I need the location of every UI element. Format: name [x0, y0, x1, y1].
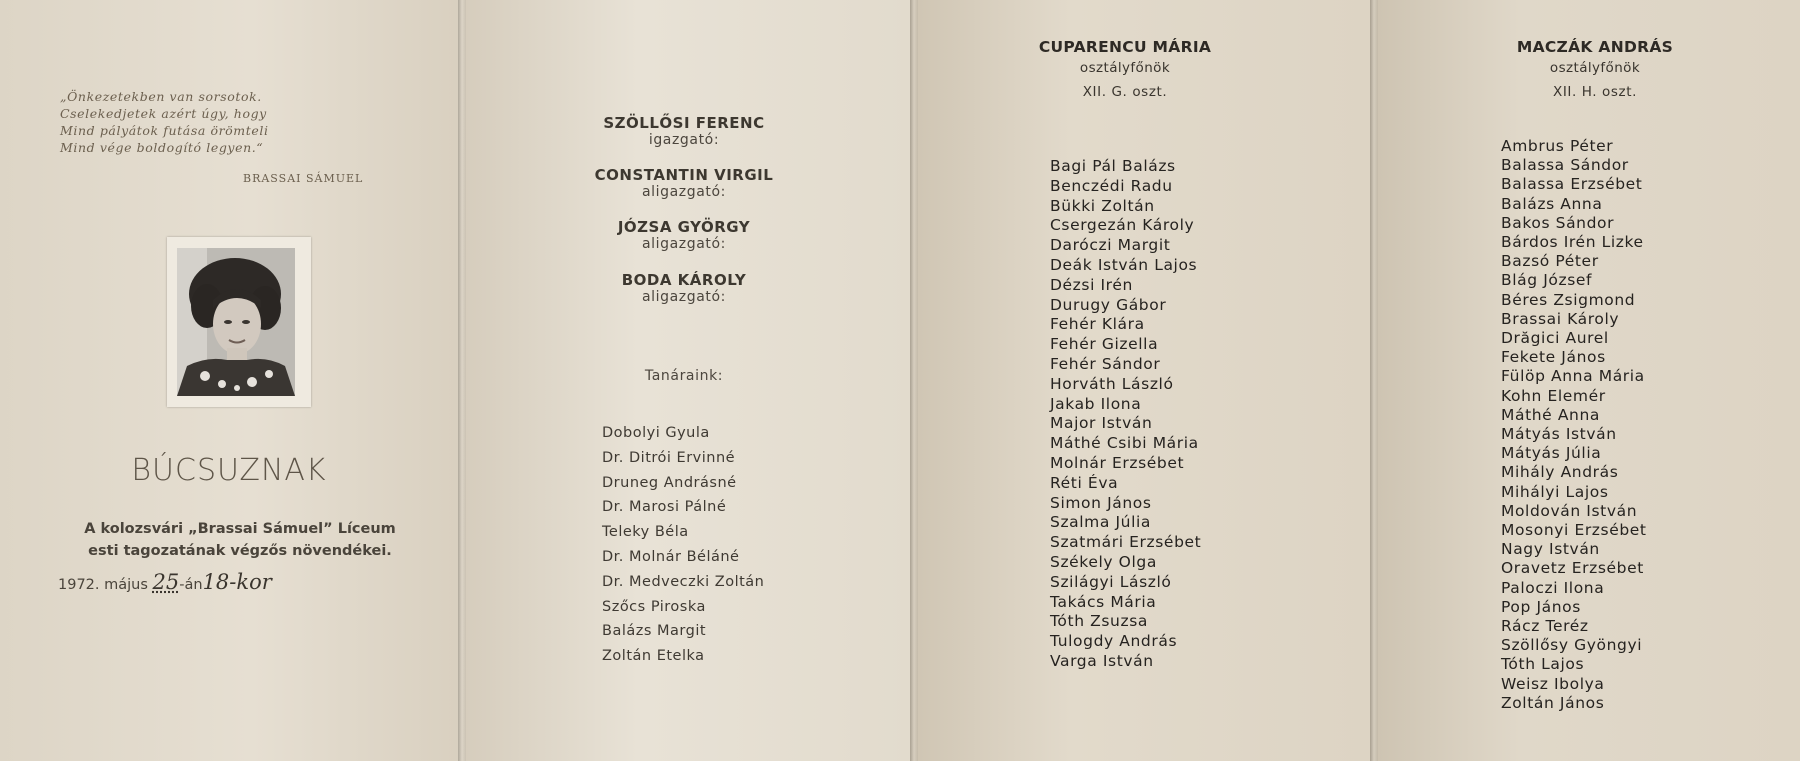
staff-role: aligazgató: — [641, 289, 726, 305]
class-header — [1490, 38, 1700, 100]
list-item: Drăgici Aurel — [1501, 329, 1609, 348]
list-item: Szalma Júlia — [1050, 513, 1152, 532]
list-item: Bazsó Péter — [1501, 252, 1599, 271]
list-item: Székely Olga — [1050, 552, 1157, 571]
list-item: Dr. Molnár Béláné — [602, 548, 740, 565]
form-teacher-role: osztályfőnök — [1549, 60, 1641, 76]
list-item: Fehér Sándor — [1050, 354, 1161, 373]
staff-name: CONSTANTIN VIRGIL — [594, 166, 774, 184]
event-line: esti tagozatának végzős növendékei. — [88, 543, 392, 559]
list-item: Simon János — [1050, 493, 1152, 512]
portrait-photo — [177, 248, 295, 396]
list-item: Mosonyi Erzsébet — [1501, 521, 1647, 540]
list-item: Blág József — [1501, 271, 1593, 290]
list-item: Balassa Sándor — [1501, 156, 1629, 175]
staff-entry — [458, 271, 910, 305]
list-item: Balassa Erzsébet — [1501, 175, 1643, 194]
list-item: Fehér Gizella — [1050, 335, 1159, 354]
list-item: Durugy Gábor — [1050, 295, 1167, 314]
staff-role: aligazgató: — [641, 236, 726, 252]
list-item: Rácz Teréz — [1501, 617, 1589, 636]
list-item: Molnár Erzsébet — [1050, 453, 1185, 472]
list-item: Brassai Károly — [1501, 309, 1620, 328]
quote-line: Cselekedjetek azért úgy, hogy — [60, 106, 267, 121]
staff-name: BODA KÁROLY — [621, 271, 747, 289]
portrait-photo-frame — [167, 237, 311, 407]
list-item: Jakab Ilona — [1050, 394, 1142, 413]
list-item: Fehér Klára — [1050, 315, 1145, 334]
staff-name: SZÖLLŐSI FERENC — [603, 114, 765, 132]
list-item: Béres Zsigmond — [1501, 290, 1636, 309]
list-item: Zoltán János — [1501, 693, 1605, 712]
list-item: Dr. Marosi Pálné — [602, 499, 727, 516]
list-item: Moldován István — [1501, 501, 1638, 520]
staff-panel — [458, 0, 910, 761]
list-item: Csergezán Károly — [1050, 216, 1195, 235]
list-item: Takács Mária — [1050, 592, 1157, 611]
fold-crease — [1370, 0, 1378, 761]
staff-entry — [458, 166, 910, 200]
list-item: Szilágyi László — [1050, 572, 1172, 591]
students-list — [1501, 137, 1647, 713]
list-item: Mihályi Lajos — [1501, 482, 1609, 501]
list-item: Ambrus Péter — [1501, 137, 1614, 155]
fold-crease — [910, 0, 918, 761]
list-item: Bagi Pál Balázs — [1050, 157, 1176, 175]
event-date — [58, 570, 272, 594]
class-h-panel — [1370, 0, 1800, 761]
list-item: Bakos Sándor — [1501, 213, 1615, 232]
date-time-handwritten: 18-kor — [202, 570, 272, 594]
teachers-title: Tanáraink: — [644, 368, 724, 384]
list-item: Oravetz Erzsébet — [1501, 559, 1644, 578]
quote-line: Mind vége boldogító legyen.“ — [60, 140, 264, 155]
list-item: Fekete János — [1501, 348, 1606, 367]
class-header — [1010, 38, 1240, 100]
list-item: Varga István — [1050, 651, 1154, 670]
list-item: Szőcs Piroska — [602, 598, 706, 615]
cover-panel — [0, 0, 458, 761]
event-line: A kolozsvári „Brassai Sámuel” Líceum — [84, 521, 396, 537]
list-item: Szatmári Erzsébet — [1050, 533, 1202, 552]
list-item: Mátyás Júlia — [1501, 444, 1602, 463]
class-g-panel — [910, 0, 1370, 761]
list-item: Dézsi Irén — [1050, 275, 1133, 294]
list-item: Máthé Anna — [1501, 405, 1600, 424]
list-item: Máthé Csibi Mária — [1050, 434, 1199, 453]
list-item: Mátyás István — [1501, 425, 1617, 444]
list-item: Benczédi Radu — [1050, 176, 1173, 195]
date-day-handwritten: 25 — [152, 570, 180, 594]
teachers-list — [602, 421, 764, 669]
form-teacher-name: MACZÁK ANDRÁS — [1516, 38, 1674, 56]
list-item: Daróczi Margit — [1050, 236, 1171, 255]
class-label: XII. H. oszt. — [1552, 84, 1638, 100]
list-item: Bárdos Irén Lizke — [1501, 233, 1644, 252]
list-item: Tóth Lajos — [1501, 655, 1585, 674]
list-item: Tóth Zsuzsa — [1050, 612, 1148, 631]
form-teacher-role: osztályfőnök — [1079, 60, 1171, 76]
list-item: Tulogdy András — [1050, 632, 1178, 651]
class-label: XII. G. oszt. — [1082, 84, 1168, 100]
quote-line: „Önkezetekben van sorsotok. — [60, 89, 262, 104]
list-item: Réti Éva — [1050, 473, 1119, 492]
event-description — [60, 518, 420, 562]
form-teacher-name: CUPARENCU MÁRIA — [1038, 38, 1212, 56]
list-item: Dr. Medveczki Zoltán — [602, 573, 765, 590]
staff-entry — [458, 114, 910, 148]
list-item: Teleky Béla — [602, 524, 689, 541]
list-item: Horváth László — [1050, 374, 1174, 393]
staff-name: JÓZSA GYÖRGY — [617, 218, 751, 236]
list-item: Major István — [1050, 414, 1153, 433]
list-item: Balázs Anna — [1501, 194, 1603, 213]
list-item: Dobolyi Gyula — [602, 425, 710, 441]
list-item: Nagy István — [1501, 540, 1600, 559]
portrait-image-icon — [177, 248, 295, 396]
farewell-heading: BÚCSUZNAK — [131, 453, 327, 488]
date-prefix: 1972. május — [58, 577, 148, 593]
motto-quote — [60, 88, 269, 156]
list-item: Paloczi Ilona — [1501, 578, 1605, 597]
list-item: Zoltán Etelka — [602, 648, 705, 665]
staff-entry — [458, 218, 910, 252]
list-item: Druneg Andrásné — [602, 474, 737, 491]
list-item: Bükki Zoltán — [1050, 196, 1155, 215]
students-list — [1050, 157, 1201, 672]
list-item: Kohn Elemér — [1501, 386, 1606, 405]
quote-author: BRASSAI SÁMUEL — [243, 172, 364, 185]
staff-role: aligazgató: — [641, 184, 726, 200]
list-item: Mihály András — [1501, 463, 1619, 482]
list-item: Dr. Ditrói Ervinné — [602, 449, 736, 466]
list-item: Pop János — [1501, 597, 1581, 616]
list-item: Fülöp Anna Mária — [1501, 367, 1645, 386]
quote-line: Mind pályátok futása örömteli — [60, 123, 269, 138]
staff-role: igazgató: — [648, 132, 720, 148]
date-suffix: -án — [179, 577, 203, 593]
list-item: Deák István Lajos — [1050, 255, 1198, 274]
list-item: Balázs Margit — [602, 623, 707, 640]
list-item: Weisz Ibolya — [1501, 674, 1605, 693]
list-item: Szöllősy Gyöngyi — [1501, 636, 1643, 655]
